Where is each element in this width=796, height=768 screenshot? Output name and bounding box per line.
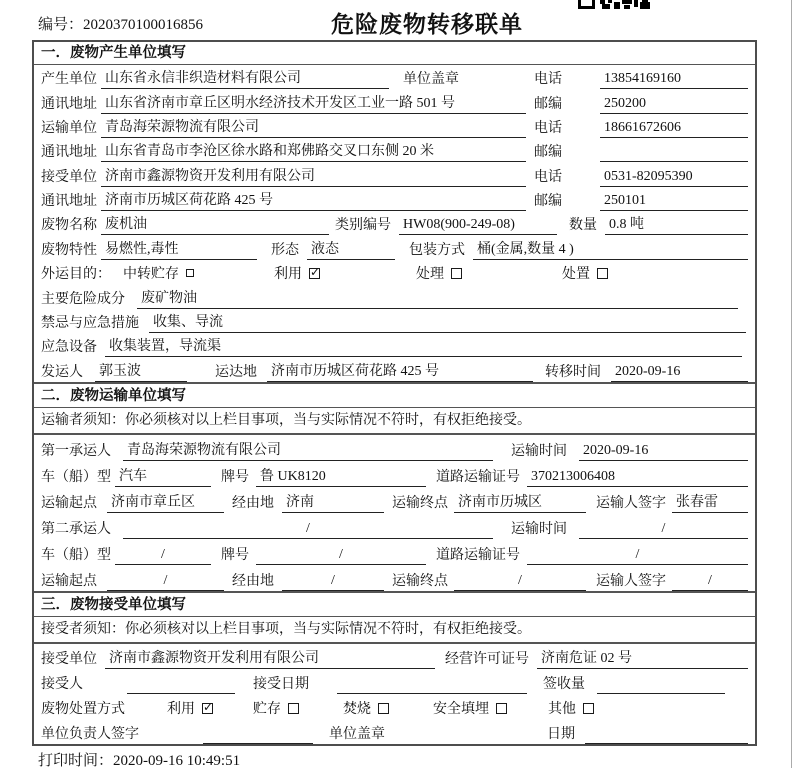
packaging-field: 桶(金属,数量 4 ) xyxy=(473,238,748,260)
checkbox-disposal-other xyxy=(583,703,594,714)
vehicle-type2-label: 车（船）型 xyxy=(41,548,111,563)
transporter-phone-field: 18661672606 xyxy=(600,120,748,138)
producer-phone-field: 13854169160 xyxy=(600,71,748,89)
qr-code-fragment xyxy=(578,0,650,9)
waste-quantity-label: 数量 xyxy=(569,218,597,234)
receive-unit-field: 济南市鑫源物资开发利用有限公司 xyxy=(105,647,435,669)
purpose-option-label: 中转贮存 xyxy=(123,267,179,283)
checkbox-disposal-landfill xyxy=(496,703,507,714)
phone-label: 电话 xyxy=(534,169,562,185)
waste-property-label: 废物特性 xyxy=(41,242,97,258)
form-title: 危险废物转移联单 xyxy=(331,11,523,37)
origin2-label: 运输起点 xyxy=(41,574,97,589)
transporter-unit-label: 运输单位 xyxy=(41,120,97,136)
section1-header: 一．废物产生单位填写 xyxy=(34,42,755,65)
origin1-field: 济南市章丘区 xyxy=(107,491,224,513)
checkbox-disposal-incinerate xyxy=(378,703,389,714)
receipt-qty-field xyxy=(597,676,725,694)
via2-field: / xyxy=(282,573,384,591)
endpoint2-label: 运输终点 xyxy=(392,574,448,589)
form-row xyxy=(34,309,755,333)
checkbox-treat xyxy=(451,268,462,279)
transport-date1-field: 2020-09-16 xyxy=(579,443,748,461)
checkbox-dispose xyxy=(597,268,608,279)
receiver-address-field: 济南市历城区荷花路 425 号 xyxy=(101,189,526,211)
print-time-value: 2020-09-16 10:49:51 xyxy=(113,753,241,768)
date-field xyxy=(585,726,748,744)
vehicle-type1-field: 汽车 xyxy=(115,465,211,487)
waste-code-label: 类别编号 xyxy=(335,218,391,234)
carrier2-label: 第二承运人 xyxy=(41,522,111,537)
purpose-option xyxy=(562,263,608,284)
via2-label: 经由地 xyxy=(232,574,274,589)
endpoint1-field: 济南市历城区 xyxy=(454,491,586,513)
form-row xyxy=(34,138,755,162)
signature2-field: / xyxy=(672,573,748,591)
carrier1-label: 第一承运人 xyxy=(41,444,111,459)
form-row xyxy=(34,114,755,138)
postcode-label: 邮编 xyxy=(534,194,562,210)
packaging-label: 包装方式 xyxy=(409,242,465,258)
receive-date-field xyxy=(337,676,527,694)
right-column xyxy=(534,93,748,114)
waste-property-field: 易燃性,毒性 xyxy=(101,238,257,260)
form-row xyxy=(34,90,755,114)
form-row xyxy=(34,435,755,461)
road-permit1-label: 道路运输证号 xyxy=(436,470,520,485)
waste-code-field: HW08(900-249-08) xyxy=(399,217,557,235)
right-column xyxy=(534,190,748,211)
responsible-signature-label: 单位负责人签字 xyxy=(41,727,139,742)
form-table xyxy=(32,40,757,746)
plate1-label: 牌号 xyxy=(221,470,249,485)
form-row xyxy=(34,260,755,284)
transporter-notice: 运输者须知：你必须核对以上栏目事项，当与实际情况不符时，有权拒绝接受。 xyxy=(34,408,755,435)
right-column xyxy=(534,166,748,187)
phone-label: 电话 xyxy=(534,120,562,136)
taboo-measures-label: 禁忌与应急措施 xyxy=(41,315,139,331)
right-column xyxy=(534,117,748,138)
transport-date2-label: 运输时间 xyxy=(511,522,567,537)
waste-form-field: 液态 xyxy=(307,238,395,260)
license-label: 经营许可证号 xyxy=(445,652,529,667)
date-label: 日期 xyxy=(547,727,575,742)
receiver-unit-label: 接受单位 xyxy=(41,169,97,185)
sender-field: 郭玉波 xyxy=(95,360,187,382)
sender-label: 发运人 xyxy=(41,364,83,380)
license-field: 济南危证 02 号 xyxy=(537,647,748,669)
disposal-option-label: 其他 xyxy=(548,702,576,717)
purpose-option xyxy=(416,263,462,284)
destination-label: 运达地 xyxy=(215,364,257,380)
checkbox-disposal-utilize xyxy=(202,703,213,714)
transporter-address-label: 通讯地址 xyxy=(41,145,97,161)
producer-postcode-field: 250200 xyxy=(600,96,748,114)
origin2-field: / xyxy=(107,573,224,591)
waste-name-field: 废机油 xyxy=(101,213,329,235)
waste-quantity-field: 0.8 吨 xyxy=(605,213,748,235)
receiver-unit-field: 济南市鑫源物资开发利用有限公司 xyxy=(101,165,526,187)
disposal-option-label: 安全填埋 xyxy=(433,702,489,717)
section3-header: 三．废物接受单位填写 xyxy=(34,591,755,617)
producer-address-label: 通讯地址 xyxy=(41,96,97,112)
phone-label: 电话 xyxy=(534,72,562,88)
form-row xyxy=(34,211,755,235)
receiver-phone-field: 0531-82095390 xyxy=(600,169,748,187)
emergency-equipment-field: 收集装置，导流渠 xyxy=(105,335,742,357)
signature2-label: 运输人签字 xyxy=(596,574,666,589)
form-row xyxy=(34,187,755,211)
taboo-measures-field: 收集、导流 xyxy=(149,311,746,333)
form-row xyxy=(34,513,755,539)
disposal-option xyxy=(343,698,389,719)
producer-address-field: 山东省济南市章丘区明水经济技术开发区工业一路 501 号 xyxy=(101,92,526,114)
waste-form-label: 形态 xyxy=(271,242,299,258)
checkbox-disposal-store xyxy=(288,703,299,714)
responsible-signature-field xyxy=(203,726,313,744)
checkbox-utilize xyxy=(309,268,320,279)
purpose-option xyxy=(123,263,194,284)
waste-name-label: 废物名称 xyxy=(41,218,97,234)
purpose-option-label: 处理 xyxy=(416,267,444,283)
road-permit2-field: / xyxy=(527,547,748,565)
transporter-unit-field: 青岛海荣源物流有限公司 xyxy=(101,116,526,138)
serial-label: 编号： xyxy=(38,17,84,33)
postcode-label: 邮编 xyxy=(534,96,562,112)
main-hazard-label: 主要危险成分 xyxy=(41,291,125,307)
section1-rows xyxy=(34,65,755,382)
disposal-option-label: 贮存 xyxy=(253,702,281,717)
transfer-date-label: 转移时间 xyxy=(545,364,601,380)
disposal-option xyxy=(433,698,507,719)
transfer-date-field: 2020-09-16 xyxy=(611,364,748,382)
vehicle-type1-label: 车（船）型 xyxy=(41,470,111,485)
disposal-option xyxy=(253,698,299,719)
unit-seal-label: 单位盖章 xyxy=(403,72,459,88)
form-row xyxy=(34,285,755,309)
main-hazard-field: 废矿物油 xyxy=(137,287,738,309)
plate1-field: 鲁 UK8120 xyxy=(256,465,426,487)
form-row xyxy=(34,333,755,357)
origin1-label: 运输起点 xyxy=(41,496,97,511)
disposal-option-label: 焚烧 xyxy=(343,702,371,717)
form-row xyxy=(34,358,755,382)
emergency-equipment-label: 应急设备 xyxy=(41,340,97,356)
receiver-postcode-field: 250101 xyxy=(600,193,748,211)
form-row xyxy=(34,65,755,89)
purpose-option xyxy=(274,263,320,284)
receiver-person-label: 接受人 xyxy=(41,677,83,692)
purpose-option-label: 利用 xyxy=(274,267,302,283)
signature1-field: 张春雷 xyxy=(672,491,748,513)
transporter-postcode-field xyxy=(600,144,748,162)
print-time-label: 打印时间： xyxy=(38,753,114,768)
form-row xyxy=(34,644,755,669)
producer-unit-label: 产生单位 xyxy=(41,72,97,88)
receiver-person-field xyxy=(127,676,235,694)
vehicle-type2-field: / xyxy=(115,547,211,565)
print-time-line xyxy=(38,749,240,768)
road-permit2-label: 道路运输证号 xyxy=(436,548,520,563)
destination-field: 济南市历城区荷花路 425 号 xyxy=(267,360,533,382)
signature1-label: 运输人签字 xyxy=(596,496,666,511)
right-column xyxy=(534,141,748,162)
section2-header: 二．废物运输单位填写 xyxy=(34,382,755,408)
transport-date1-label: 运输时间 xyxy=(511,444,567,459)
carrier1-field: 青岛海荣源物流有限公司 xyxy=(123,439,493,461)
carrier2-field: / xyxy=(123,521,493,539)
form-row xyxy=(34,461,755,487)
serial-line xyxy=(38,13,203,34)
disposal-option-label: 利用 xyxy=(167,702,195,717)
form-row xyxy=(34,719,755,744)
disposal-option xyxy=(548,698,594,719)
page-edge-line xyxy=(791,0,792,768)
receipt-qty-label: 签收量 xyxy=(543,677,585,692)
receiver-notice: 接受者须知：你必须核对以上栏目事项，当与实际情况不符时，有权拒绝接受。 xyxy=(34,617,755,644)
via1-field: 济南 xyxy=(282,491,384,513)
plate2-field: / xyxy=(256,547,426,565)
endpoint2-field: / xyxy=(454,573,586,591)
form-row xyxy=(34,694,755,719)
receive-date-label: 接受日期 xyxy=(253,677,309,692)
plate2-label: 牌号 xyxy=(221,548,249,563)
unit-seal-label: 单位盖章 xyxy=(329,727,385,742)
transporter-address-field: 山东省青岛市李沧区徐水路和郑佛路交叉口东侧 20 米 xyxy=(101,140,526,162)
disposal-option xyxy=(167,698,213,719)
form-row xyxy=(34,539,755,565)
endpoint1-label: 运输终点 xyxy=(392,496,448,511)
postcode-label: 邮编 xyxy=(534,145,562,161)
disposal-method-label: 废物处置方式 xyxy=(41,702,125,717)
form-row xyxy=(34,565,755,591)
checkbox-transfer-storage xyxy=(186,269,194,277)
form-row xyxy=(34,487,755,513)
receive-unit-label: 接受单位 xyxy=(41,652,97,667)
purpose-option-label: 处置 xyxy=(562,267,590,283)
transport-date2-field: / xyxy=(579,521,748,539)
purpose-label: 外运目的： xyxy=(41,267,111,283)
form-row xyxy=(34,236,755,260)
road-permit1-field: 370213006408 xyxy=(527,469,748,487)
producer-unit-field: 山东省永信非织造材料有限公司 xyxy=(101,67,389,89)
serial-number: 2020370100016856 xyxy=(83,17,204,33)
form-row xyxy=(34,669,755,694)
receiver-address-label: 通讯地址 xyxy=(41,194,97,210)
right-column xyxy=(534,68,748,89)
form-row xyxy=(34,163,755,187)
via1-label: 经由地 xyxy=(232,496,274,511)
